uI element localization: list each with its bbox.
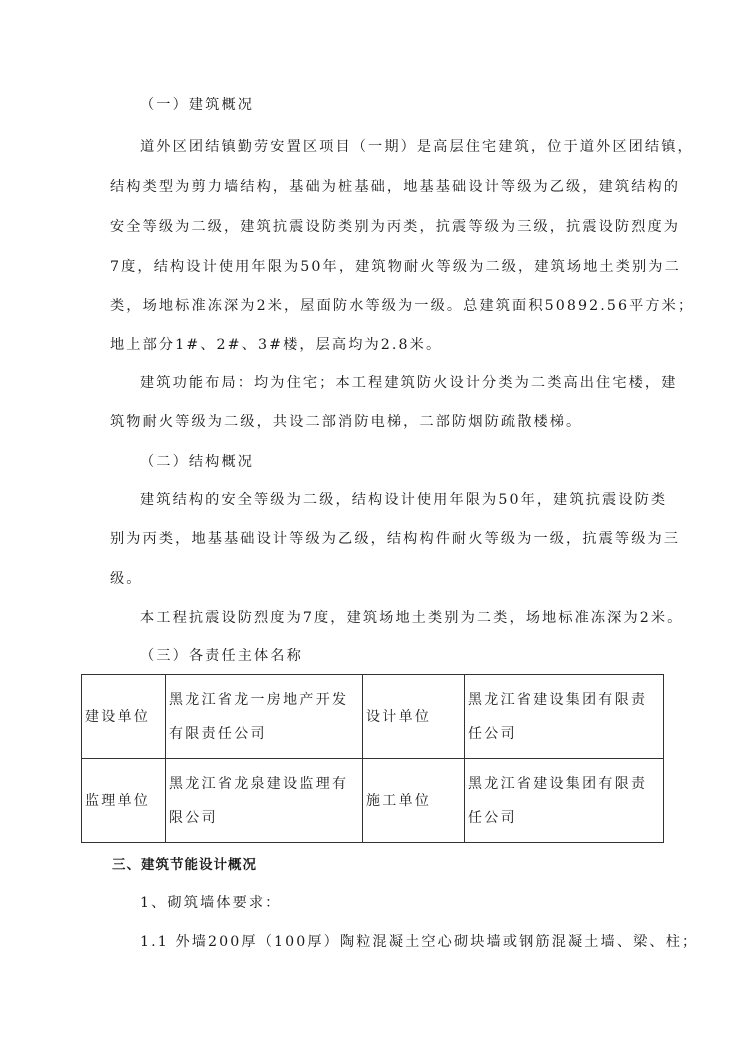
paragraph-line: 类，场地标准冻深为2米，屋面防水等级为一级。总建筑面积50892.56平方米；	[110, 298, 695, 314]
paragraph-line: 结构类型为剪力墙结构，基础为桩基础，地基基础设计等级为乙级，建筑结构的	[110, 179, 681, 195]
table-cell-label: 施工单位	[363, 759, 465, 843]
section1-heading: （一）建筑概况	[140, 97, 255, 113]
paragraph-line: 建筑结构的安全等级为二级，结构设计使用年限为50年，建筑抗震设防类	[140, 492, 668, 508]
table-cell-value: 黑龙江省建设集团有限责任公司	[465, 675, 664, 759]
table-row	[82, 759, 664, 843]
table-row	[82, 675, 664, 759]
paragraph-line: 道外区团结镇勤劳安置区项目（一期）是高层住宅建筑，位于道外区团结镇，	[140, 139, 694, 155]
chapter3-heading: 三、建筑节能设计概况	[112, 857, 257, 873]
list-item: 1、砌筑墙体要求：	[140, 895, 282, 911]
table-cell-value: 黑龙江省龙一房地产开发有限责任公司	[166, 675, 363, 759]
paragraph-line: 建筑功能布局：均为住宅；本工程建筑防火设计分类为二类高出住宅楼，建	[140, 375, 678, 391]
table-cell-value: 黑龙江省建设集团有限责任公司	[465, 759, 664, 843]
paragraph-line: 本工程抗震设防烈度为7度，建筑场地土类别为二类，场地标准冻深为2米。	[140, 610, 684, 626]
paragraph-line: 地上部分1#、2#、3#楼，层高均为2.8米。	[110, 337, 443, 353]
table-cell-label: 监理单位	[82, 759, 166, 843]
table-cell-value: 黑龙江省龙泉建设监理有限公司	[166, 759, 363, 843]
list-item: 1.1 外墙200厚（100厚）陶粒混凝土空心砌块墙或钢筋混凝土墙、梁、柱；	[140, 934, 699, 950]
table-cell-label: 建设单位	[82, 675, 166, 759]
section2-heading: （二）结构概况	[140, 454, 255, 470]
section3-heading: （三）各责任主体名称	[140, 648, 303, 664]
paragraph-line: 级。	[110, 571, 143, 587]
paragraph-line: 别为丙类，地基基础设计等级为乙级，结构构件耐火等级为一级，抗震等级为三	[110, 531, 681, 547]
responsible-parties-table	[81, 674, 664, 843]
paragraph-line: 7度，结构设计使用年限为50年，建筑物耐火等级为二级，建筑场地土类别为二	[110, 259, 681, 275]
paragraph-line: 筑物耐火等级为二级，共设二部消防电梯，二部防烟防疏散楼梯。	[110, 414, 583, 430]
paragraph-line: 安全等级为二级，建筑抗震设防类别为丙类，抗震等级为三级，抗震设防烈度为	[110, 219, 681, 235]
table-cell-label: 设计单位	[363, 675, 465, 759]
